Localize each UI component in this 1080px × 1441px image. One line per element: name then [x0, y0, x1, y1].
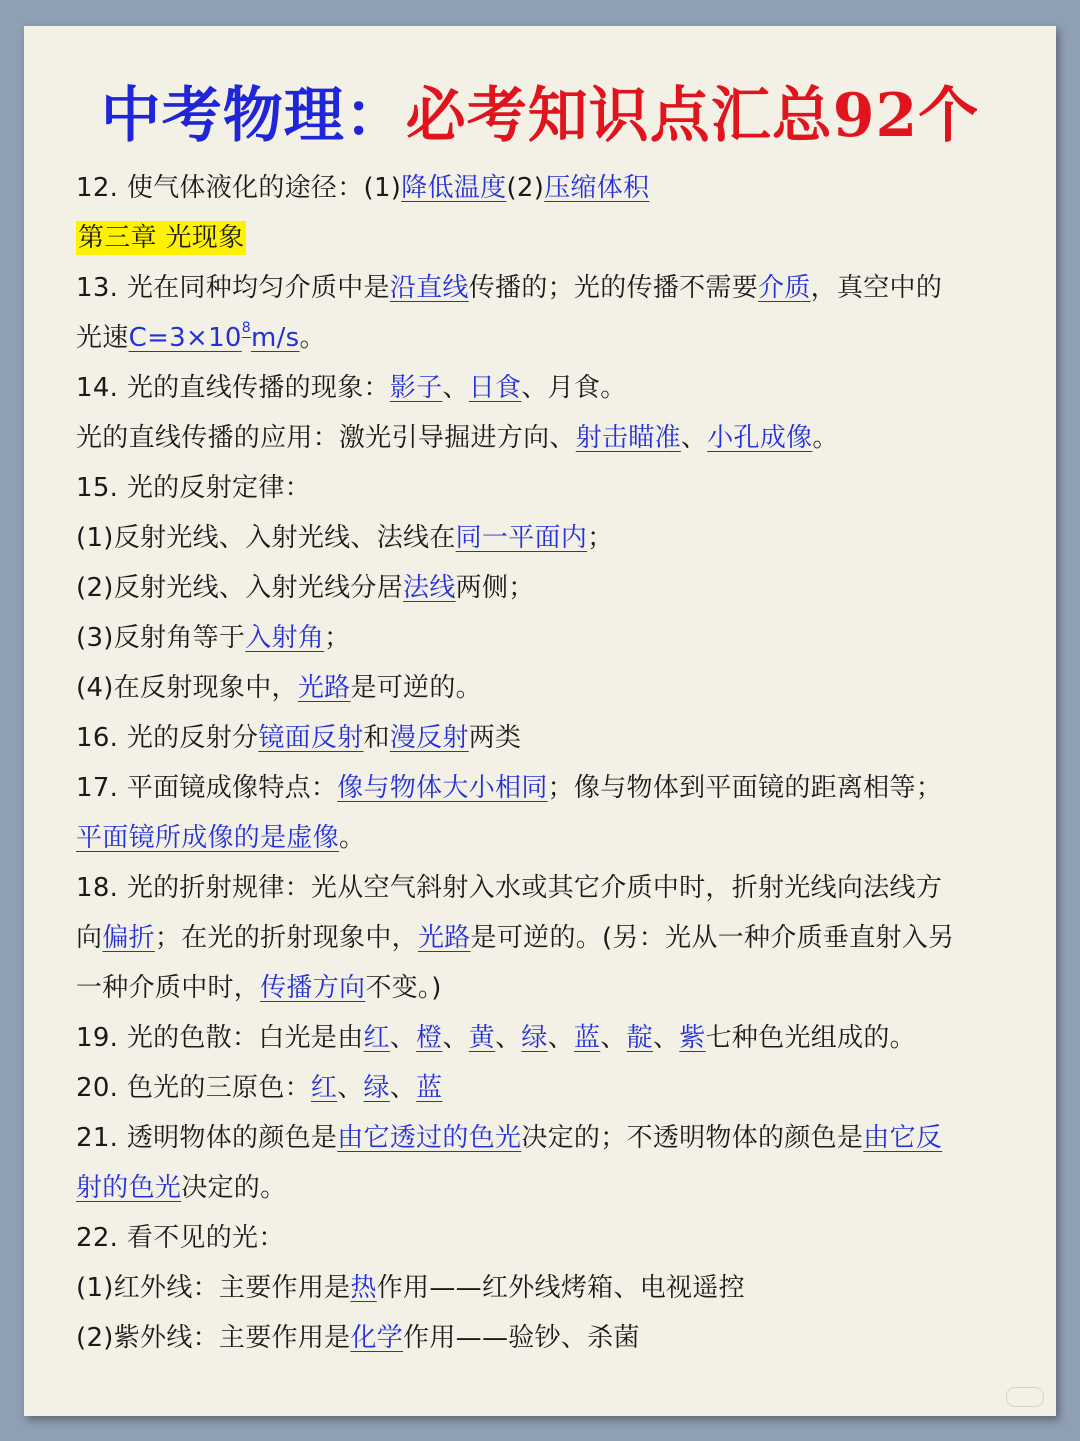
key-term: 偏折 [102, 923, 155, 953]
text-segment: 一种介质中时， [76, 973, 261, 1003]
text-line [76, 313, 1016, 363]
text-segment: 、 [442, 1023, 469, 1053]
key-term: 介质 [758, 273, 811, 303]
text-segment: 、 [389, 1073, 417, 1103]
text-line [76, 813, 1016, 863]
notes-content [76, 163, 1016, 1363]
text-line [76, 613, 1016, 663]
text-segment: 20. 色光的三原色： [76, 1073, 311, 1103]
text-segment: (4)在反射现象中， [76, 673, 298, 703]
text-segment: 光的直线传播的应用：激光引导掘进方向、 [76, 423, 576, 453]
text-segment: 13. 光在同种均匀介质中是 [76, 273, 390, 303]
key-term: 传播方向 [260, 973, 366, 1003]
text-segment: 、 [547, 1023, 575, 1053]
text-line [76, 1313, 1016, 1363]
key-term: 黄 [468, 1023, 496, 1053]
key-term: 日食 [468, 373, 522, 403]
text-line [76, 1013, 1016, 1063]
text-segment: 18. 光的折射规律：光从空气斜射入水或其它介质中时，折射光线向法线方 [76, 873, 943, 903]
key-term: 小孔成像 [707, 423, 813, 453]
text-segment: ，真空中的 [810, 273, 943, 303]
text-line [76, 1063, 1016, 1113]
text-segment: 两类 [468, 723, 522, 753]
text-segment: 、 [652, 1023, 680, 1053]
text-segment: (1)红外线：主要作用是 [76, 1273, 351, 1303]
text-segment: 决定的。 [181, 1173, 287, 1203]
text-segment: 是可逆的。(另：光从一种介质垂直射入另 [470, 923, 955, 953]
text-line [76, 963, 1016, 1013]
text-line [76, 413, 1016, 463]
text-segment: 不变。) [365, 973, 442, 1003]
text-segment: (2)紫外线：主要作用是 [76, 1323, 351, 1353]
text-segment: 12. 使气体液化的途径：(1) [76, 173, 402, 203]
key-term: 绿 [363, 1073, 390, 1103]
text-segment: 七种色光组成的。 [705, 1023, 916, 1053]
key-term: 降低温度 [401, 173, 507, 203]
text-line [76, 363, 1016, 413]
key-term: 光路 [297, 673, 351, 703]
text-segment: 。 [339, 823, 366, 853]
key-term: 绿 [521, 1023, 548, 1053]
key-term: 紫 [679, 1023, 706, 1053]
text-segment: 22. 看不见的光： [76, 1223, 285, 1253]
text-segment: 、月食。 [521, 373, 627, 403]
text-segment: 和 [363, 723, 390, 753]
key-term: 同一平面内 [455, 523, 588, 553]
text-segment: 作用——验钞、杀菌 [403, 1323, 640, 1353]
text-segment: 、 [442, 373, 469, 403]
text-line [76, 1113, 1016, 1163]
title-part-2: 必考知识点汇总92个 [405, 81, 980, 151]
key-term: 蓝 [416, 1073, 443, 1103]
text-segment: 16. 光的反射分 [76, 723, 259, 753]
text-line [76, 563, 1016, 613]
text-line [76, 863, 1016, 913]
text-segment: 、 [680, 423, 708, 453]
text-segment: (1)反射光线、入射光线、法线在 [76, 523, 456, 553]
key-term: 入射角 [245, 623, 325, 653]
text-segment: 、 [389, 1023, 417, 1053]
text-segment: 光速 [76, 323, 129, 353]
text-line [76, 213, 1016, 263]
key-term: 像与物体大小相同 [337, 773, 548, 803]
text-segment: 是可逆的。 [350, 673, 482, 703]
text-line [76, 1163, 1016, 1213]
text-segment: ； [587, 523, 614, 553]
watermark-logo [1006, 1387, 1044, 1407]
key-term: 热 [350, 1273, 377, 1303]
key-term: 蓝 [574, 1023, 601, 1053]
text-segment: ； [324, 623, 351, 653]
key-term: m/s [250, 323, 300, 353]
key-term: 橙 [416, 1023, 443, 1053]
chapter-heading: 第三章 光现象 [78, 223, 245, 253]
key-term: 化学 [350, 1323, 404, 1353]
text-line [76, 463, 1016, 513]
key-term: 射击瞄准 [575, 423, 681, 453]
key-term: 红 [310, 1073, 338, 1103]
text-segment: ；在光的折射现象中， [154, 923, 418, 953]
text-line [76, 763, 1016, 813]
key-term: 靛 [626, 1023, 653, 1053]
text-segment: 17. 平面镜成像特点： [76, 773, 338, 803]
key-term: 平面镜所成像的是虚像 [76, 823, 340, 853]
text-segment: 14. 光的直线传播的现象： [76, 373, 390, 403]
key-term: 影子 [389, 373, 443, 403]
text-line [76, 663, 1016, 713]
text-segment: 两侧； [455, 573, 535, 603]
key-term: 射的色光 [76, 1173, 182, 1203]
key-term: 镜面反射 [258, 723, 364, 753]
text-segment: 向 [76, 923, 103, 953]
text-segment: 作用——红外线烤箱、电视遥控 [376, 1273, 745, 1303]
text-segment: (3)反射角等于 [76, 623, 246, 653]
text-segment: 、 [495, 1023, 522, 1053]
key-term: 红 [363, 1023, 390, 1053]
text-segment: 21. 透明物体的颜色是 [76, 1123, 338, 1153]
text-line [76, 713, 1016, 763]
key-term: 法线 [403, 573, 456, 603]
key-term: 光路 [417, 923, 471, 953]
key-term: 8 [241, 320, 251, 337]
page-title [0, 78, 1080, 154]
text-segment: ；像与物体到平面镜的距离相等； [547, 773, 943, 803]
text-segment: 、 [337, 1073, 364, 1103]
key-term: 沿直线 [389, 273, 469, 303]
text-segment: 传播的；光的传播不需要 [468, 273, 759, 303]
text-segment: 、 [600, 1023, 627, 1053]
text-segment: (2) [506, 173, 545, 203]
title-part-1: 中考物理： [100, 81, 406, 151]
text-segment: 15. 光的反射定律： [76, 473, 311, 503]
text-segment: 19. 光的色散：白光是由 [76, 1023, 364, 1053]
text-line [76, 913, 1016, 963]
text-line [76, 1263, 1016, 1313]
text-line [76, 1213, 1016, 1263]
key-term: 压缩体积 [544, 173, 650, 203]
text-line [76, 513, 1016, 563]
text-segment: 。 [299, 323, 326, 353]
key-term: 漫反射 [389, 723, 469, 753]
text-segment: 。 [812, 423, 839, 453]
key-term: 由它反 [863, 1123, 943, 1153]
text-line [76, 263, 1016, 313]
key-term: 由它透过的色光 [337, 1123, 522, 1153]
key-term: C=3×10 [128, 323, 242, 353]
text-line [76, 163, 1016, 213]
text-segment: 决定的；不透明物体的颜色是 [521, 1123, 864, 1153]
text-segment: (2)反射光线、入射光线分居 [76, 573, 404, 603]
